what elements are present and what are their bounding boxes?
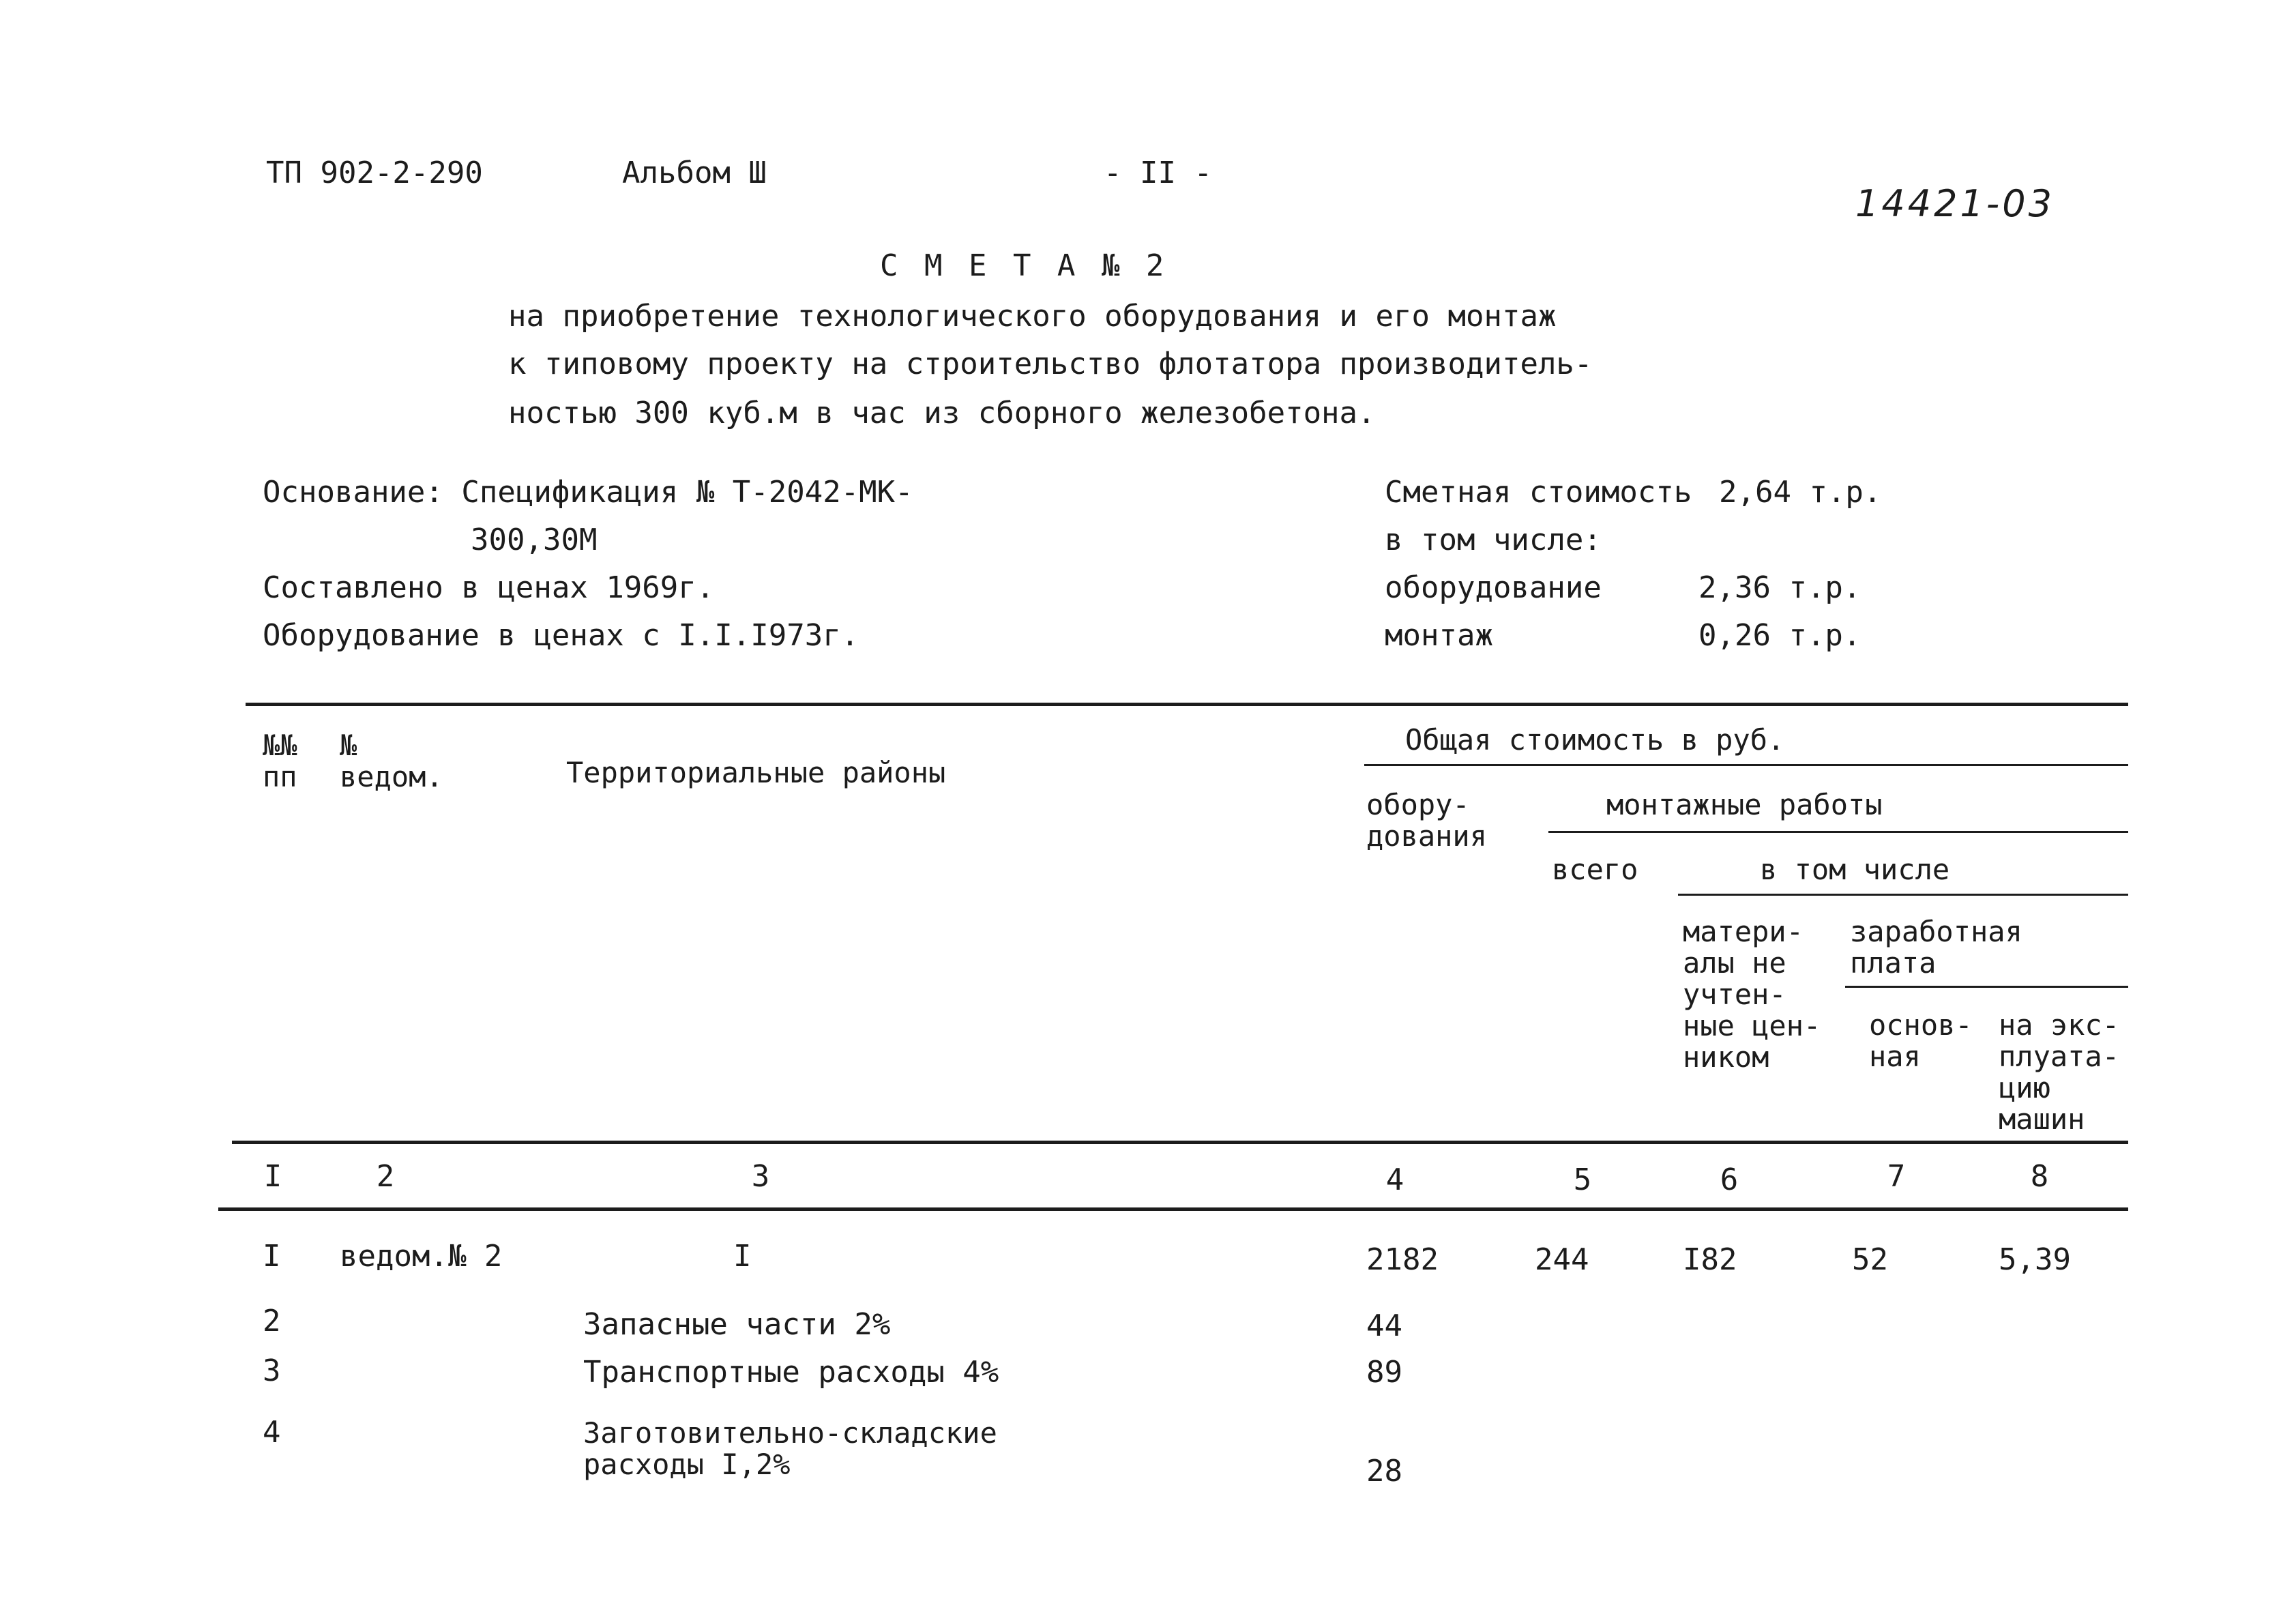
column-number-8: 8	[2030, 1159, 2049, 1194]
album-label: Альбом Ш	[622, 156, 767, 190]
header-salary: заработная плата	[1850, 915, 2022, 980]
header-total-cost: Общая стоимость в руб.	[1405, 723, 1785, 757]
header-equipment: обору- дования	[1366, 788, 1488, 853]
handwritten-number: 14421-03	[1855, 182, 2055, 225]
row-equipment: 44	[1366, 1308, 1402, 1343]
column-number-4: 4	[1385, 1162, 1404, 1197]
row-number: I	[263, 1239, 281, 1274]
column-number-2: 2	[376, 1159, 395, 1194]
row-region: Транспортные расходы 4%	[583, 1355, 999, 1390]
column-number-1: I	[263, 1159, 282, 1194]
group-total-rule	[1364, 764, 2128, 766]
header-including: в том числе	[1760, 853, 1950, 886]
row-equipment: 28	[1366, 1454, 1402, 1489]
column-number-6: 6	[1720, 1162, 1739, 1197]
header-machine-operation: на экс- плуата- цию машин	[1999, 1008, 2120, 1136]
table-top-rule	[246, 703, 2128, 706]
group-salary-rule	[1845, 986, 2128, 988]
header-bottom-rule	[232, 1141, 2128, 1144]
equipment-cost-label: оборудование	[1385, 570, 1602, 605]
title-line-1: на приобретение технологического оборудования и его монтаж	[508, 299, 1557, 334]
estimate-heading: С М Е Т А № 2	[880, 248, 1168, 283]
group-mounting-rule	[1548, 831, 2128, 833]
row-basic: 52	[1852, 1242, 1888, 1277]
row-number: 4	[263, 1415, 281, 1450]
total-cost-label: Сметная стоимость	[1385, 475, 1692, 510]
header-vedomost: № ведом.	[340, 729, 443, 793]
mounting-cost-label: монтаж	[1385, 618, 1493, 653]
row-all: 244	[1535, 1242, 1589, 1277]
page-number: - II -	[1104, 156, 1212, 190]
header-row-number: №№ пп	[263, 729, 297, 793]
row-vedomost: ведом.№ 2	[340, 1239, 503, 1274]
column-numbers-rule	[218, 1207, 2128, 1211]
row-region: I	[733, 1239, 752, 1274]
basis-line-3: Составлено в ценах 1969г.	[263, 570, 715, 605]
row-number: 3	[263, 1353, 281, 1388]
row-region: Заготовительно-складские расходы I,2%	[583, 1416, 997, 1481]
title-line-3: ностью 300 куб.м в час из сборного железобетона.	[508, 396, 1376, 430]
total-cost-value: 2,64 т.р.	[1719, 475, 1882, 510]
mounting-cost-value: 0,26 т.р.	[1698, 618, 1861, 653]
row-number: 2	[263, 1304, 281, 1338]
including-label: в том числе:	[1385, 523, 1602, 557]
row-machines: 5,39	[1999, 1242, 2071, 1277]
row-region: Запасные части 2%	[583, 1307, 891, 1342]
basis-line-2: 300,30М	[471, 523, 598, 557]
doc-code: ТП 902-2-290	[266, 156, 483, 190]
header-materials: матери- алы не учтен- ные цен- ником	[1683, 915, 1821, 1074]
row-equipment: 2182	[1366, 1242, 1439, 1277]
row-equipment: 89	[1366, 1355, 1402, 1390]
column-number-7: 7	[1887, 1159, 1906, 1194]
row-materials: I82	[1683, 1242, 1737, 1277]
column-number-5: 5	[1573, 1162, 1592, 1197]
header-mounting-works: монтажные работы	[1606, 788, 1883, 821]
header-basic-salary: основ- ная	[1869, 1008, 1973, 1073]
header-all: всего	[1552, 853, 1638, 886]
basis-line-4: Оборудование в ценах с I.I.I973г.	[263, 618, 859, 653]
column-number-3: 3	[751, 1159, 770, 1194]
basis-line-1: Основание: Спецификация № Т-2042-МК-	[263, 475, 913, 510]
group-incl-rule	[1678, 894, 2128, 896]
equipment-cost-value: 2,36 т.р.	[1698, 570, 1861, 605]
header-regions: Территориальные районы	[566, 756, 946, 789]
title-line-2: к типовому проекту на строительство флотатора производитель-	[508, 347, 1593, 381]
